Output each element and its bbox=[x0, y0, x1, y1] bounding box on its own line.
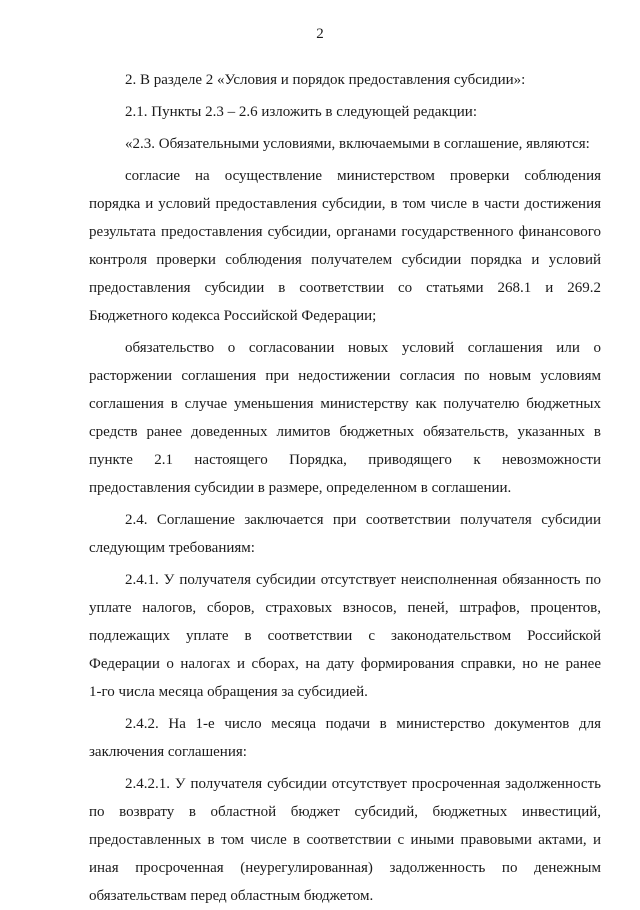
text-line: подлежащих уплате в соответствии с законодательством Российской bbox=[89, 628, 601, 644]
text-line: Федерации о налогах и сборах, на дату формирования справки, но не ранее bbox=[89, 656, 601, 672]
document-body bbox=[89, 66, 601, 910]
text-line: следующим требованиям: bbox=[89, 540, 255, 556]
text-line: обязательствам перед областным бюджетом. bbox=[89, 888, 374, 904]
paragraph-2-4 bbox=[89, 506, 601, 562]
paragraph-2-3-consent bbox=[89, 162, 601, 330]
text-line: по возврату в областной бюджет субсидий, бюджетных инвестиций, bbox=[89, 804, 601, 820]
text-line: предоставления субсидии в размере, определенном в соглашении. bbox=[89, 480, 512, 496]
text-line: обязательство о согласовании новых условий соглашения или о bbox=[125, 340, 601, 356]
paragraph-2-4-2 bbox=[89, 710, 601, 766]
text-line: согласие на осуществление министерством проверки соблюдения bbox=[125, 168, 601, 184]
paragraph-2-3 bbox=[89, 130, 601, 158]
text-line: результата предоставления субсидии, органами государственного финансового bbox=[89, 224, 601, 240]
page-number: 2 bbox=[316, 26, 324, 42]
text-line: предоставления субсидии в соответствии со статьями 268.1 и 269.2 bbox=[89, 280, 601, 296]
text-line: контроля проверки соблюдения получателем субсидии порядка и условий bbox=[89, 252, 601, 268]
text-line: Бюджетного кодекса Российской Федерации; bbox=[89, 308, 377, 324]
text-line: расторжении соглашения при недостижении согласия по новым условиям bbox=[89, 368, 601, 384]
paragraph-section-2-heading bbox=[89, 66, 601, 94]
text-line: «2.3. Обязательными условиями, включаемыми в соглашение, являются: bbox=[125, 136, 590, 152]
text-line: пункте 2.1 настоящего Порядка, приводящего к невозможности bbox=[89, 452, 601, 468]
text-line: предоставленных в том числе в соответствии с иными правовыми актами, и bbox=[89, 832, 601, 848]
text-line: 2.4. Соглашение заключается при соответствии получателя субсидии bbox=[125, 512, 601, 528]
text-line: 2. В разделе 2 «Условия и порядок предоставления субсидии»: bbox=[125, 72, 526, 88]
text-line: 1-го числа месяца обращения за субсидией. bbox=[89, 684, 368, 700]
text-line: 2.4.2. На 1-е число месяца подачи в министерство документов для bbox=[125, 716, 601, 732]
paragraph-2-4-2-1 bbox=[89, 770, 601, 910]
text-line: средств ранее доведенных лимитов бюджетных обязательств, указанных в bbox=[89, 424, 601, 440]
text-line: порядка и условий предоставления субсидии, в том числе в части достижения bbox=[89, 196, 601, 212]
text-line: иная просроченная (неурегулированная) задолженность по денежным bbox=[89, 860, 601, 876]
paragraph-2-1 bbox=[89, 98, 601, 126]
text-line: 2.4.1. У получателя субсидии отсутствует неисполненная обязанность по bbox=[125, 572, 601, 588]
text-line: соглашения в случае уменьшения министерству как получателю бюджетных bbox=[89, 396, 601, 412]
paragraph-2-4-1 bbox=[89, 566, 601, 706]
paragraph-2-3-obligation bbox=[89, 334, 601, 502]
text-line: 2.4.2.1. У получателя субсидии отсутствует просроченная задолженность bbox=[125, 776, 601, 792]
text-line: заключения соглашения: bbox=[89, 744, 247, 760]
text-line: уплате налогов, сборов, страховых взносов, пеней, штрафов, процентов, bbox=[89, 600, 601, 616]
text-line: 2.1. Пункты 2.3 – 2.6 изложить в следующей редакции: bbox=[125, 104, 477, 120]
